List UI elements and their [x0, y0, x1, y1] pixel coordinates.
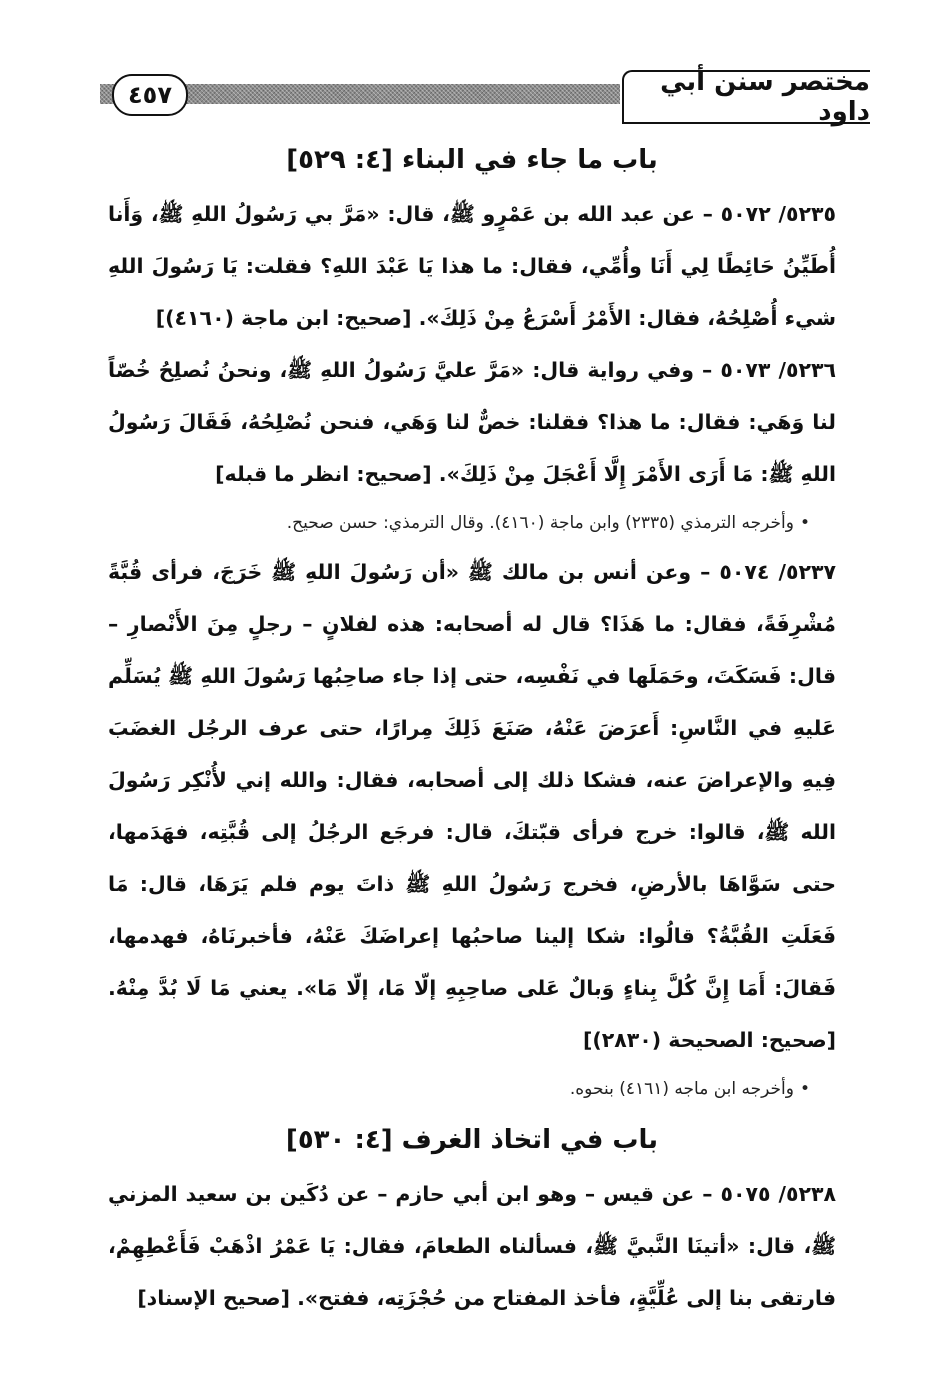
- hadith-5238: ٥٢٣٨/ ٥٠٧٥ – عن قيس – وهو ابن أبي حازم – عن دُكَين بن سعيد المزني ﷺ، قال: «أتينَا النَّبيَّ ﷺ، فسألناه الطعامَ، فقال: يَا عَمْرُ اذْهَبْ فَأَعْطِهِمْ، فارتقى بنا إلى عُلِّيَّةٍ، فأخذ المفتاح من حُجْزَتِه، ففتح». [صحيح الإسناد]: [108, 1182, 836, 1310]
- takhrij-note-1-text: وأخرجه الترمذي (٢٣٣٥) وابن ماجة (٤١٦٠). وقال الترمذي: حسن صحيح.: [286, 513, 794, 533]
- hadith-5237: ٥٢٣٧/ ٥٠٧٤ – وعن أنس بن مالك ﷺ «أن رَسُولَ اللهِ ﷺ خَرَجَ، فرأى قُبَّةً مُشْرِفَةً، فقال: ما هَذَا؟ قال له أصحابه: هذه لفلانٍ – رجلٍ مِنَ الأَنْصارِ – قال: فَسَكَتَ، وحَمَلَها في نَفْسِه، حتى إذا جاء صاحِبُها رَسُولَ اللهِ ﷺ يُسَلِّم عَليهِ في النَّاسِ: أَعرَضَ عَنْهُ، صَنَعَ ذَلِكَ مِرارًا، حتى عرف الرجُل الغضَبَ فِيهِ والإعراضَ عنه، فشكا ذلك إلى أصحابه، فقال: والله إني لأُنْكِر رَسُولَ الله ﷺ، قالوا: خرج فرأى قبّتكَ، قال: فرجَع الرجُلُ إلى قُبَّتِه، فهَدَمها، حتى سَوَّاهَا بالأرضِ، فخرج رَسُولُ اللهِ ﷺ ذاتَ يوم فلم يَرَهَا، قال: مَا فَعَلَتِ القُبَّةُ؟ قالُوا: شكا إلينا صاحبُها إعراضَكَ عَنْهُ، فأخبرنَاهُ، فهدمها، فَقالَ: أَمَا إِنَّ كُلَّ بِناءٍ وَبالٌ عَلى صاحِبِهِ إلّا مَا، إلّا مَا». يعني مَا لَا بُدَّ مِنْهُ. [صحيح: الصحيحة (٢٨٣٠)]: [108, 560, 837, 1052]
- takhrij-note-2-text: وأخرجه ابن ماجه (٤١٦١) بنحوه.: [569, 1079, 794, 1099]
- chapter-heading-upper-rooms: باب في اتخاذ الغرف [٤: ٥٣٠]: [285, 1125, 659, 1155]
- bullet-icon: •: [799, 1079, 810, 1099]
- page-number: ٤٥٧: [112, 74, 188, 116]
- bullet-icon: •: [799, 513, 810, 533]
- page-content: [108, 132, 836, 1324]
- hadith-5236: ٥٢٣٦/ ٥٠٧٣ – وفي رواية قال: «مَرَّ عليَّ رَسُولُ اللهِ ﷺ، ونحنُ نُصلِحُ خُصّاً لنا وَهَي: فقال: ما هذا؟ فقلنا: خصٌّ لنا وَهَي، فنحن نُصْلِحُهُ، فَقَالَ رَسُولُ اللهِ ﷺ: مَا أَرَى الأَمْرَ إِلَّا أَعْجَلَ مِنْ ذَلِكَ». [صحيح: انظر ما قبله]: [108, 358, 836, 486]
- chapter-heading-building: باب ما جاء في البناء [٤: ٥٢٩]: [286, 145, 658, 175]
- book-title: مختصر سنن أبي داود: [622, 70, 870, 124]
- takhrij-note-1: [108, 500, 836, 546]
- page-header: [100, 67, 870, 127]
- hadith-5235: ٥٢٣٥/ ٥٠٧٢ – عن عبد الله بن عَمْرٍو ﷺ، قال: «مَرَّ بي رَسُولُ اللهِ ﷺ، وَأَنا أُطَيِّنُ حَائِطًا لِي أَنَا وأُمِّي، فقال: ما هذا يَا عَبْدَ اللهِ؟ فقلت: يَا رَسُولَ اللهِ شيء أُصْلِحُهُ، فقال: الأَمْرُ أَسْرَعُ مِنْ ذَلِكَ». [صحيح: ابن ماجة (٤١٦٠)]: [108, 202, 836, 330]
- takhrij-note-2: [108, 1066, 836, 1112]
